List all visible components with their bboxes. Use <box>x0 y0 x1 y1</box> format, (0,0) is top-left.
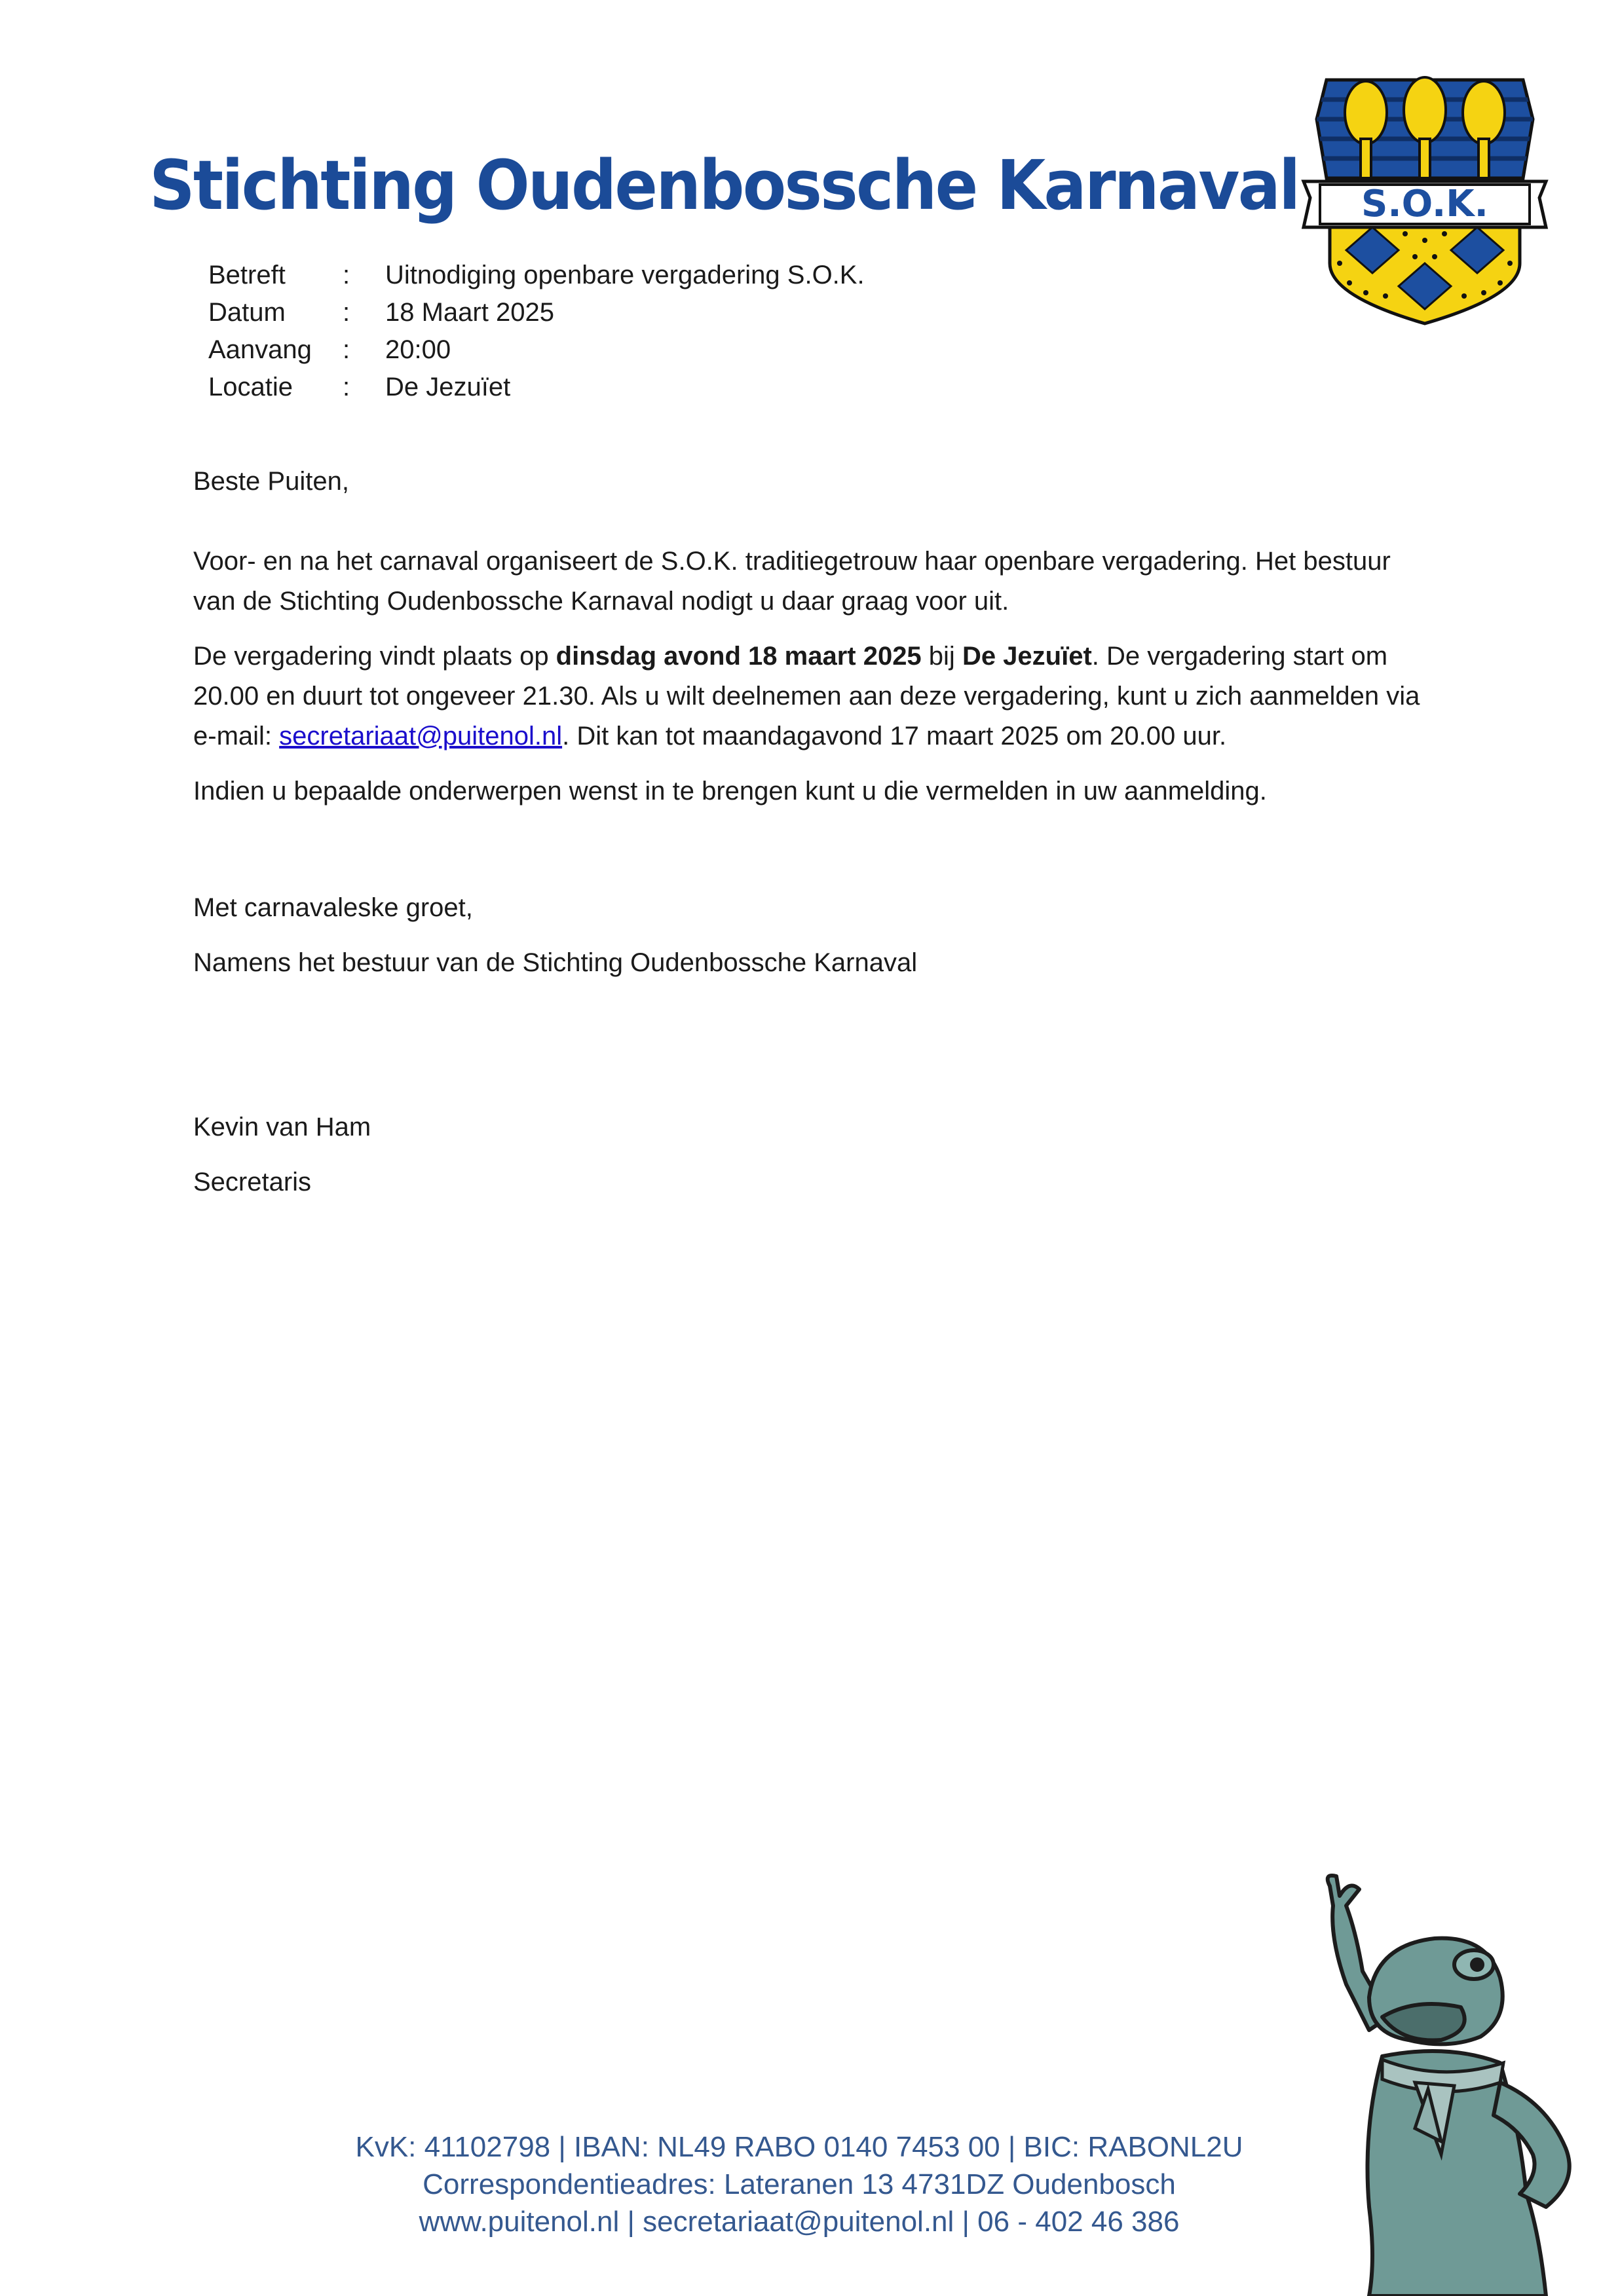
footer-registration: KvK: 41102798 | IBAN: NL49 RABO 0140 7453 00 | BIC: RABONL2U <box>355 2131 1243 2163</box>
text-run: . Dit kan tot maandagavond 17 maart 2025 om 20.00 uur. <box>562 722 1227 750</box>
organization-title: Stichting Oudenbossche Karnaval <box>149 145 1299 225</box>
email-link[interactable]: secretariaat@puitenol.nl <box>279 722 563 750</box>
signer-name: Kevin van Ham <box>193 1113 371 1141</box>
meta-sep: : <box>343 335 350 364</box>
meta-value: 20:00 <box>385 335 451 364</box>
meta-value: Uitnodiging openbare vergadering S.O.K. <box>385 261 865 289</box>
paragraph-details <box>193 637 1438 756</box>
text-run: bij <box>921 642 962 671</box>
meta-key: Betreft <box>208 261 286 289</box>
signer-title: Secretaris <box>193 1168 312 1196</box>
meta-value: De Jezuïet <box>385 373 511 401</box>
letter-meta <box>208 257 865 406</box>
footer-contact: www.puitenol.nl | secretariaat@puitenol.nl | 06 - 402 46 386 <box>419 2206 1180 2238</box>
meta-sep: : <box>343 261 350 289</box>
text-run: . De vergadering start om 20.00 en duurt tot ongeveer 21.30. Als u wilt deelnemen aan deze vergadering, kunt u zich aanmelden via e-mail: <box>193 642 1420 750</box>
footer-address: Correspondentieadres: Lateranen 13 4731DZ Oudenbosch <box>423 2168 1176 2200</box>
meta-key: Aanvang <box>208 335 312 364</box>
meta-row-subject <box>208 257 865 294</box>
meta-value: 18 Maart 2025 <box>385 298 554 327</box>
greeting: Beste Puiten, <box>193 467 349 496</box>
footer <box>249 2128 1349 2240</box>
logo-text: S.O.K. <box>1361 183 1488 225</box>
meta-row-start <box>208 331 865 369</box>
meeting-date: dinsdag avond 18 maart 2025 <box>556 642 922 671</box>
meta-row-date <box>208 294 865 331</box>
meta-row-location <box>208 369 865 406</box>
text-run: De vergadering vindt plaats op <box>193 642 556 671</box>
sok-shield-logo-icon <box>1300 67 1549 329</box>
meta-key: Locatie <box>208 373 293 401</box>
closing: Met carnavaleske groet, <box>193 893 473 922</box>
meta-sep: : <box>343 298 350 327</box>
meta-sep: : <box>343 373 350 401</box>
paragraph-intro: Voor- en na het carnaval organiseert de S.O.K. traditiegetrouw haar openbare vergadering. Het bestuur van de Stichting Oudenbossche Karnaval nodigt u daar graag voor uit. <box>193 547 1391 616</box>
closing-on-behalf: Namens het bestuur van de Stichting Oudenbossche Karnaval <box>193 948 918 977</box>
paragraph-topics: Indien u bepaalde onderwerpen wenst in te brengen kunt u die vermelden in uw aanmelding. <box>193 777 1267 805</box>
meeting-location: De Jezuïet <box>962 642 1092 671</box>
meta-key: Datum <box>208 298 286 327</box>
letter-body <box>193 462 1438 1202</box>
